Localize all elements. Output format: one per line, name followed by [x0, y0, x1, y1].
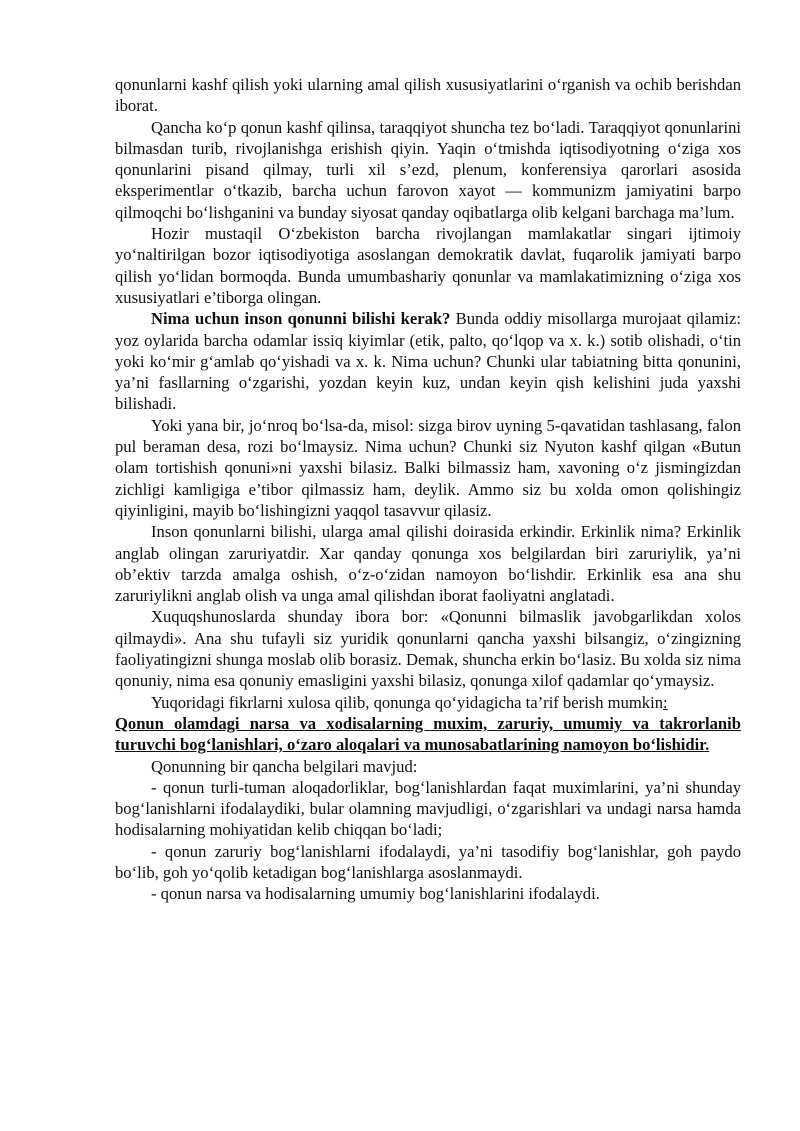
- paragraph-newton-example: Yoki yana bir, jo‘nroq bo‘lsa-da, misol: sizga birov uyning 5-qavatidan tashlasang, falon pul beraman desa, rozi bo‘lmaysiz. Nima uchun? Chunki siz Nyuton kashf qilgan «Butun olam tortishish qonuni»ni yaxshi bilasiz. Balki bilmassiz ham, xavoning o‘z jismingizdan zichligi kamligiga e’tibor qilmassiz ham, deylik. Ammo siz bu xolda omon qolishingiz qiyinligini, mayib bo‘lishingizni yaqqol tasavvur qilasiz.: [115, 415, 741, 520]
- paragraph-definition: [115, 692, 741, 713]
- definition-of-law: [115, 713, 741, 756]
- paragraph-text: Yuqoridagi fikrlarni xulosa qilib, qonunga qo‘yidagicha ta’rif berish mumkin: [151, 692, 663, 712]
- paragraph-text: Bunda oddiy misollarga murojaat qilamiz: yoz oylarida barcha odamlar issiq kiyimlar (etik, palto, qo‘lqop va x. k.) sotib olishadi, o‘tin yoki ko‘mir g‘amlab qo‘yishadi va x. k. Nima uchun? Chunki ular tabiatning bitta qonunini, ya’ni fasllarning o‘zgarishi, yozdan keyin kuz, undan keyin qish kelishini juda yaxshi bilishadi.: [115, 309, 741, 414]
- paragraph-features-intro: Qonunning bir qancha belgilari mavjud:: [151, 756, 418, 776]
- paragraph-why-know-law: [115, 308, 741, 414]
- underlined-colon: :: [663, 692, 668, 712]
- bold-underlined-definition: Qonun olamdagi narsa va xodisalarning muxim, zaruriy, umumiy va takrorlanib turuvchi bog‘lanishlari, o‘zaro aloqalari va munosabatlarining namoyon bo‘lishidir.: [115, 713, 741, 755]
- list-item: - qonun zaruriy bog‘lanishlarni ifodalaydi, ya’ni tasodifiy bog‘lanishlar, goh paydo bo‘lib, goh yo‘qolib ketadigan bog‘lanishlarga asoslanmaydi.: [115, 841, 741, 882]
- paragraph-lawyers: Xuquqshunoslarda shunday ibora bor: «Qonunni bilmaslik javobgarlikdan xolos qilmaydi». Ana shu tufayli siz yuridik qonunlarni qancha yaxshi bilsangiz, o‘zingizning faoliyatingizni shunga moslab olib borasiz. Demak, shuncha erkin bo‘lasiz. Bu xolda siz nima qonuniy, nima esa qonuniy emasligini yaxshi bilasiz, qonunga xilof qadamlar qo‘ymaysiz.: [115, 607, 741, 691]
- list-item: - qonun narsa va hodisalarning umumiy bog‘lanishlarini ifodalaydi.: [151, 884, 600, 904]
- document-page: [115, 74, 741, 905]
- bold-question: Nima uchun inson qonunni bilishi kerak?: [151, 309, 451, 329]
- paragraph-continuation: qonunlarni kashf qilish yoki ularning amal qilish xususiyatlarini o‘rganish va ochib berishdan iborat.: [115, 75, 741, 116]
- list-item: - qonun turli-tuman aloqadorliklar, bog‘lanishlardan faqat muximlarini, ya’ni shunday bog‘lanishlarni ifodalaydiki, bular olamning mavjudligi, o‘zgarishlari va undagi narsa hamda hodisalarning mohiyatidan kelib chiqqan bo‘ladi;: [115, 777, 741, 840]
- paragraph-progress: Qancha ko‘p qonun kashf qilinsa, taraqqiyot shuncha tez bo‘ladi. Taraqqiyot qonunlarini bilmasdan turib, rivojlanishga erishish qiyin. Yaqin o‘tmishda iqtisodiyotning o‘ziga xos qonunlarini pisand qilmay, turli xil s’ezd, plenum, konferensiya qarorlari asosida eksperimentlar o‘tkazib, barcha uchun farovon xayot — kommunizm jamiyatini barpo qilmoqchi bo‘lishganini va bunday siyosat qanday oqibatlarga olib kelgani barchaga ma’lum.: [115, 117, 741, 222]
- paragraph-freedom: Inson qonunlarni bilishi, ularga amal qilishi doirasida erkindir. Erkinlik nima? Erkinlik anglab olingan zaruriyatdir. Xar qanday qonunga xos belgilardan biri zaruriylik, ya’ni ob’ektiv tarzda amalga oshish, o‘z-o‘zidan namoyon bo‘lishdir. Erkinlik esa ana shu zaruriylikni anglab olish va unga amal qilishdan iborat faoliyatni anglatadi.: [115, 522, 741, 606]
- paragraph-uzbekistan: Hozir mustaqil O‘zbekiston barcha rivojlangan mamlakatlar singari ijtimoiy yo‘naltirilgan bozor iqtisodiyotiga asoslangan demokratik davlat, fuqarolik jamiyati barpo qilish yo‘lidan bormoqda. Bunda umumbashariy qonunlar va mamlakatimizning o‘ziga xos xususiyatlari e’tiborga olingan.: [115, 224, 741, 307]
